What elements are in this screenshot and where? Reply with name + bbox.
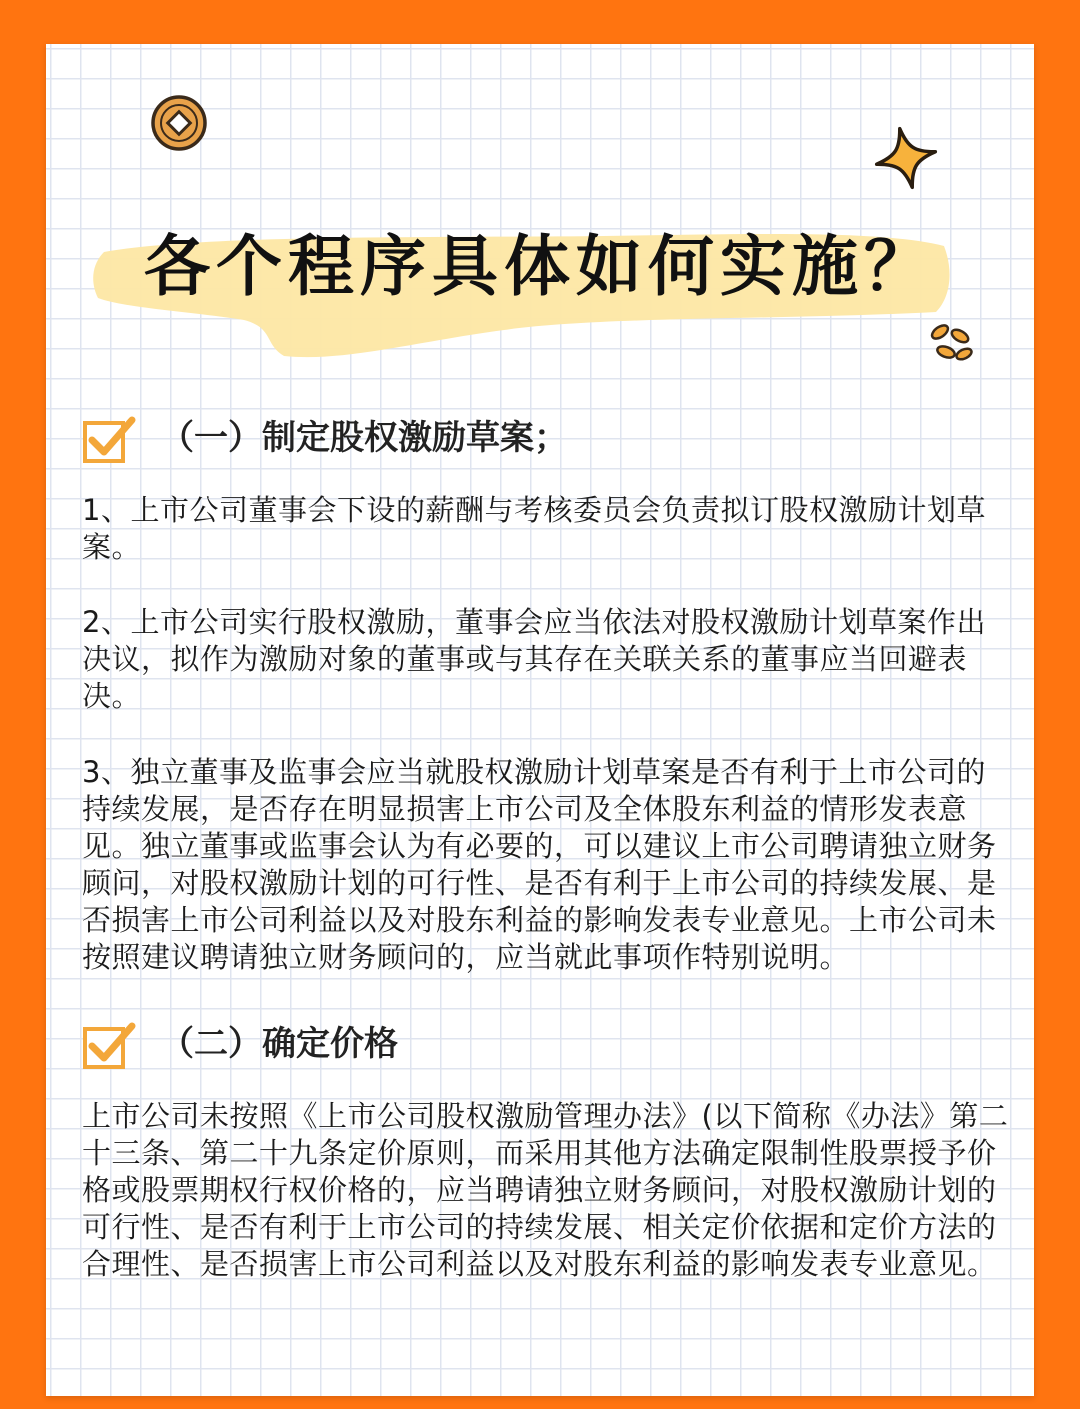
section-heading: （一）制定股权激励草案； <box>160 418 568 458</box>
coin-icon <box>150 94 208 152</box>
paragraph: 上市公司未按照《上市公司股权激励管理办法》(以下简称《办法》第二十三条、第二十九条定价原则，而采用其他方法确定限制性股票授予价格或股票期权行权价格的，应当聘请独立财务顾问，对股权激励计划的可行性、是否有利于上市公司的持续发展、相关定价依据和定价方法的合理性、是否损害上市公司利益以及对股东利益的影响发表专业意见。 <box>82 1099 1009 1281</box>
paragraph: 3、独立董事及监事会应当就股权激励计划草案是否有利于上市公司的持续发展，是否存在明显损害上市公司及全体股东利益的情形发表意见。独立董事或监事会认为有必要的，可以建议上市公司聘请独立财务顾问，对股权激励计划的可行性、是否有利于上市公司的持续发展、是否损害上市公司利益以及对股东利益的影响发表专业意见。上市公司未按照建议聘请独立财务顾问的，应当就此事项作特别说明。 <box>82 755 997 974</box>
checkbox-checked-icon <box>82 414 136 464</box>
checkbox-checked-icon <box>82 1020 136 1070</box>
section-heading: （二）确定价格 <box>160 1024 398 1064</box>
sparkle-icon <box>872 124 940 192</box>
page-title: 各个程序具体如何实施？ <box>144 228 936 305</box>
paragraph: 1、上市公司董事会下设的薪酬与考核委员会负责拟订股权激励计划草案。 <box>82 493 986 564</box>
paragraph: 2、上市公司实行股权激励，董事会应当依法对股权激励计划草案作出决议，拟作为激励对象的董事或与其存在关联关系的董事应当回避表决。 <box>82 605 986 713</box>
